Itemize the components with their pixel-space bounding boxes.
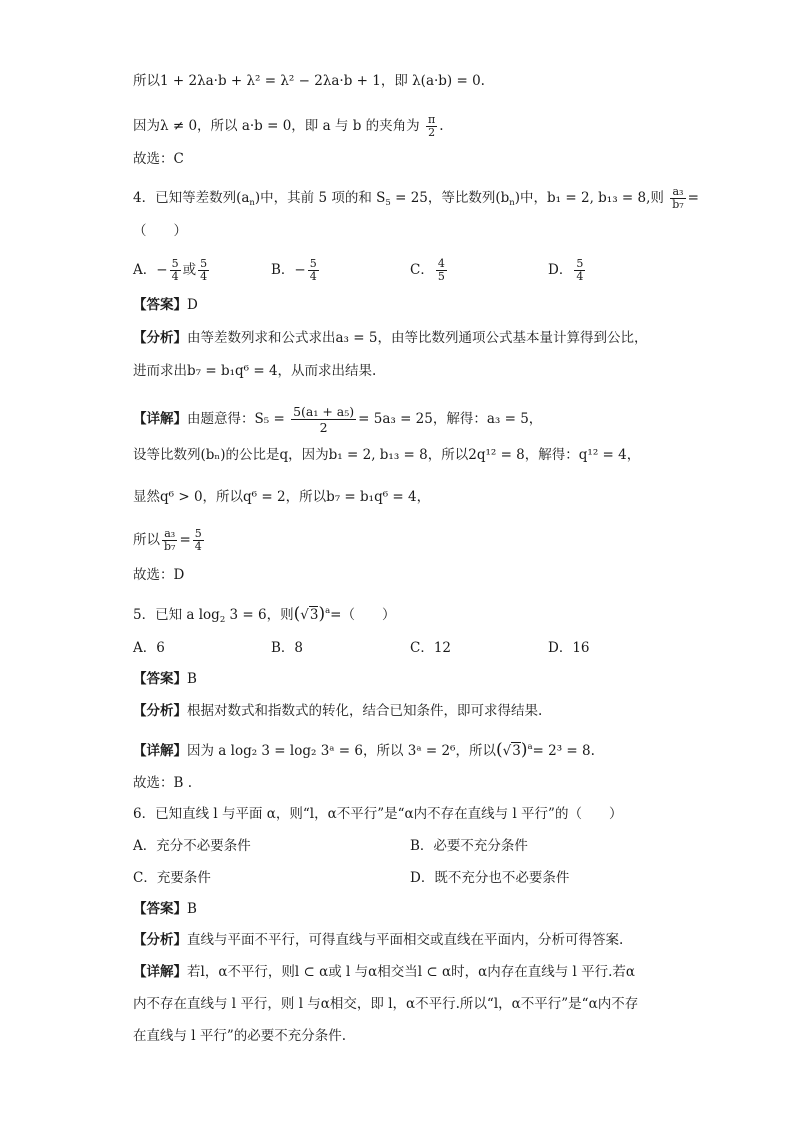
- detail-tag: 【详解】: [133, 411, 187, 427]
- numerator: 5: [194, 527, 202, 540]
- fraction-a3-b7: [670, 186, 685, 211]
- answer-value: D: [187, 297, 198, 313]
- fraction: [162, 528, 177, 553]
- text: 直线与平面不平行，可得直线与平面相交或直线在平面内，分析可得答案.: [187, 932, 624, 948]
- text: =: [687, 190, 699, 206]
- paren-close: ): [520, 740, 528, 760]
- text: = 25，等比数列(b: [390, 190, 510, 206]
- fraction: [193, 528, 204, 553]
- text: 3 = 6，则: [225, 607, 294, 623]
- q6-option-c: C．充要条件: [133, 870, 211, 886]
- text: 4．已知等差数列(a: [133, 190, 250, 206]
- q6-option-b: B．必要不充分条件: [410, 838, 528, 854]
- q4-detail-1: [133, 404, 542, 435]
- q5-option-d: D．16: [548, 640, 590, 656]
- text: 因为 a log₂ 3 = log₂ 3ᵃ = 6，所以 3ᵃ = 2⁶，所以: [187, 743, 496, 759]
- q5-option-a: A．6: [133, 640, 165, 656]
- prev-choose-line: 故选：C: [133, 151, 184, 167]
- q4-option-d: [548, 258, 587, 283]
- denominator: 4: [194, 540, 202, 553]
- answer-tag: 【答案】: [133, 901, 187, 917]
- q6-detail-2: 内不存在直线与 l 平行，则 l 与α相交，即 l，α不平行.所以“l，α不平行”是“α内不存: [133, 996, 639, 1012]
- numerator: π: [427, 113, 436, 126]
- numerator: 4: [437, 257, 445, 270]
- option-label: D．: [548, 262, 573, 278]
- denominator: 4: [309, 270, 317, 283]
- subscript: n: [509, 198, 515, 208]
- answer-tag: 【答案】: [133, 297, 187, 313]
- text: 由等差数列求和公式求出a₃ = 5，由等比数列通项公式基本量计算得到公比，: [187, 330, 648, 346]
- analysis-tag: 【分析】: [133, 703, 187, 719]
- paren-open: (: [293, 604, 301, 624]
- exponent: a: [325, 606, 331, 616]
- paren-open: (: [495, 740, 503, 760]
- answer-tag: 【答案】: [133, 671, 187, 687]
- q4-detail-4: [133, 528, 206, 553]
- subscript: n: [249, 198, 255, 208]
- q6-detail-3: 在直线与 l 平行”的必要不充分条件.: [133, 1028, 347, 1044]
- denominator: 4: [576, 270, 584, 283]
- text: )中，其前 5 项的和 S: [254, 190, 386, 206]
- q4-analysis-1: [133, 329, 647, 347]
- fraction-sum: [291, 404, 356, 435]
- q5-choose: 故选：B .: [133, 775, 193, 791]
- text: 因为: [133, 118, 160, 134]
- analysis-tag: 【分析】: [133, 330, 187, 346]
- fraction: [436, 258, 447, 283]
- q4-stem: [133, 186, 699, 212]
- q6-analysis: [133, 931, 623, 949]
- text: 根据对数式和指数式的转化，结合已知条件，即可求得结果.: [187, 703, 543, 719]
- sqrt-argument: 3: [309, 607, 319, 623]
- text: 5．已知 a log: [133, 607, 220, 623]
- text: = 2³ = 8.: [532, 743, 595, 759]
- denominator: 2: [319, 420, 328, 435]
- denominator: 4: [200, 270, 208, 283]
- q4-choose: 故选：D: [133, 567, 185, 583]
- q4-analysis-2: 进而求出b₇ = b₁q⁶ = 4，从而求出结果.: [133, 363, 377, 379]
- paren-close: ): [318, 604, 326, 624]
- math-expression: λ ≠ 0，所以 a·b = 0，即 a 与 b 的夹角为: [160, 118, 420, 134]
- text: )中，b₁ = 2, b₁₃ = 8,则: [514, 190, 664, 206]
- q5-answer: [133, 670, 197, 688]
- text: 由题意得：S₅ =: [187, 411, 285, 427]
- option-label: B．: [271, 262, 295, 278]
- text: .: [439, 118, 444, 134]
- fraction: [308, 258, 319, 283]
- option-label: A．: [133, 262, 157, 278]
- math-expression: 1 + 2λa·b + λ² = λ² − 2λa·b + 1，即 λ(a·b) = 0.: [160, 73, 485, 89]
- denominator: b₇: [672, 198, 684, 211]
- text: 所以: [133, 532, 160, 548]
- fraction: [170, 258, 181, 283]
- fraction-pi-over-2: [426, 114, 437, 139]
- subscript: 2: [219, 615, 226, 625]
- q5-option-c: C．12: [410, 640, 452, 656]
- detail-tag: 【详解】: [133, 964, 187, 980]
- q4-option-b: B．− $\frac{5}{4}$: [271, 257, 317, 283]
- q4-paren: （ ）: [133, 223, 187, 239]
- text: =: [179, 532, 191, 548]
- denominator: 2: [428, 126, 436, 139]
- numerator: 5(a₁ + a₅): [293, 404, 355, 419]
- q5-option-b: B．8: [271, 640, 304, 656]
- text: = 5a₃ = 25，解得：a₃ = 5，: [358, 411, 543, 427]
- q6-answer: [133, 900, 197, 918]
- text: 所以: [133, 73, 160, 89]
- text: 若l，α不平行，则l ⊂ α或 l 与α相交当l ⊂ α时，α内存在直线与 l 平行.若α: [187, 964, 636, 980]
- text: 或: [182, 262, 197, 278]
- numerator: 5: [576, 257, 584, 270]
- numerator: a₃: [162, 528, 177, 541]
- exponent: a: [527, 742, 533, 752]
- numerator: a₃: [670, 186, 685, 199]
- q4-option-c: [410, 258, 449, 283]
- denominator: 4: [171, 270, 179, 283]
- q6-option-d: D．既不充分也不必要条件: [410, 870, 570, 886]
- option-label: C．: [410, 262, 434, 278]
- q4-detail-3: 显然q⁶ > 0，所以q⁶ = 2，所以b₇ = b₁q⁶ = 4，: [133, 489, 431, 505]
- q4-option-a: A．− $\frac{5}{4}$ 或 $\frac{5}{4}$: [133, 257, 208, 283]
- q4-detail-2: 设等比数列(bₙ)的公比是q，因为b₁ = 2, b₁₃ = 8，所以2q¹² = 8，解得：q¹² = 4，: [133, 447, 641, 463]
- answer-value: B: [187, 901, 197, 917]
- q4-answer: [133, 296, 198, 314]
- q5-analysis: [133, 702, 542, 720]
- detail-tag: 【详解】: [133, 743, 187, 759]
- q5-stem: 5．已知 a $\log_2 3 = 6$，则$(√3)^a=$（ ）: [133, 604, 396, 625]
- q5-detail: 【详解】因为 a log₂ 3 = log₂ 3ᵃ = 6，所以 3ᵃ = 2⁶，所以$(√3)^a= 2^3 = 8$.: [133, 740, 595, 760]
- answer-value: B: [187, 671, 197, 687]
- analysis-tag: 【分析】: [133, 932, 187, 948]
- denominator: 5: [437, 270, 445, 283]
- numerator: 5: [171, 257, 179, 270]
- text: =（ ）: [330, 607, 396, 623]
- fraction: [198, 258, 209, 283]
- prev-solution-line-1: [133, 72, 485, 90]
- subscript: 5: [385, 198, 391, 208]
- sqrt-argument: 3: [512, 743, 521, 759]
- q6-detail-1: [133, 963, 635, 981]
- q6-option-a: A．充分不必要条件: [133, 838, 251, 854]
- numerator: 5: [309, 257, 317, 270]
- fraction: [574, 258, 585, 283]
- prev-solution-line-2: [133, 114, 443, 139]
- numerator: 5: [200, 257, 208, 270]
- q6-stem: 6．已知直线 l 与平面 α，则“l，α不平行”是“α内不存在直线与 l 平行”的（ ）: [133, 806, 623, 822]
- denominator: b₇: [164, 540, 176, 553]
